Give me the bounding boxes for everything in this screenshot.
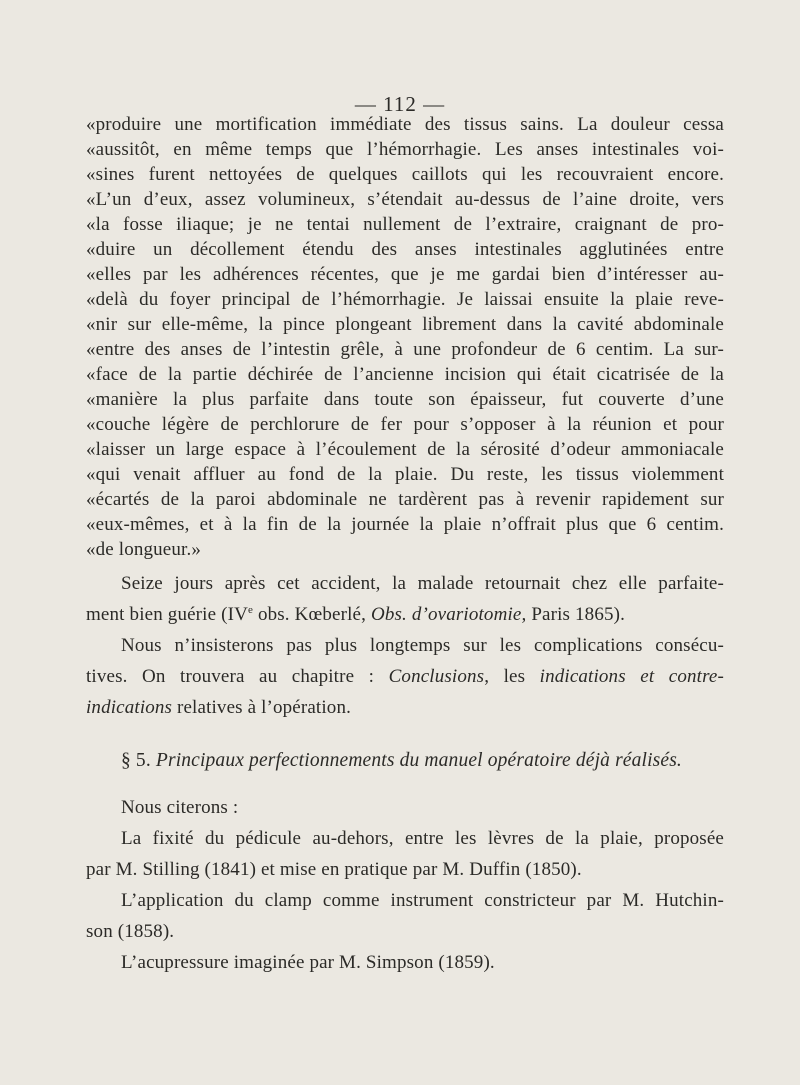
text-line: «entre des anses de l’intestin grêle, à une profondeur de 6 centim. La sur- [86,339,724,360]
text-line [86,604,625,626]
text-line: «duire un décollement étendu des anses intestinales agglutinées entre [86,239,724,260]
chapter-title: Conclusions [388,666,485,687]
text-line: «delà du foyer principal de l’hémorrhagie. Je laissai ensuite la plaie reve- [86,289,724,310]
text-line [86,697,351,719]
text-line: «écartés de la paroi abdominale ne tardèrent pas à revenir rapidement sur [86,489,724,510]
text-span: tives. On trouvera au chapitre : [86,666,389,687]
citation-title: Obs. d’ovariotomie, [370,604,527,625]
text-line: Seize jours après cet accident, la malade retournait chez elle parfaite- [121,573,724,594]
italic-phrase: indications et contre- [539,666,724,687]
list-item-line: L’application du clamp comme instrument constricteur par M. Hutchin- [121,890,724,911]
text-line: Nous n’insisterons pas plus longtemps sur les complications consécu- [121,635,724,656]
text-line: «elles par les adhérences récentes, que je me gardai bien d’intéresser au- [86,264,724,285]
text-line: «la fosse iliaque; je ne tentai nullement de l’extraire, craignant de pro- [86,214,724,235]
text-line: «laisser un large espace à l’écoulement de la sérosité d’odeur ammoniacale [86,439,724,460]
text-span: obs. Kœberlé, [253,604,371,625]
list-item-line: son (1858). [86,921,175,942]
text-span: , les [484,666,540,687]
page-number: — 112 — [354,92,446,116]
section-heading-line [121,750,682,772]
text-line: «manière la plus parfaite dans toute son épaisseur, fut couverte d’une [86,389,724,410]
text-line: «de longueur.» [86,539,202,560]
superscript: e [247,604,253,616]
text-span: Paris 1865). [526,604,625,625]
text-line: «face de la partie déchirée de l’ancienne incision qui était cicatrisée de la [86,364,724,385]
list-item-line: par M. Stilling (1841) et mise en pratique par M. Duffin (1850). [86,859,582,880]
text-span: relatives à l’opération. [172,697,351,718]
text-line: «produire une mortification immédiate des tissus sains. La douleur cessa [86,114,724,135]
italic-phrase: indications [86,697,173,718]
list-item-line: La fixité du pédicule au-dehors, entre les lèvres de la plaie, proposée [121,828,724,849]
text-line: «eux-mêmes, et à la fin de la journée la plaie n’offrait plus que 6 centim. [86,514,724,535]
text-line: «aussitôt, en même temps que l’hémorrhagie. Les anses intestinales voi- [86,139,724,160]
text-line: «qui venait affluer au fond de la plaie. Du reste, les tissus violemment [86,464,724,485]
text-line: «L’un d’eux, assez volumineux, s’étendait au-dessus de l’aine droite, vers [86,189,724,210]
section-number: § 5. [121,750,151,771]
text-line: «sines furent nettoyées de quelques caillots qui les recouvraient encore. [86,164,724,185]
text-span: ment bien guérie (IV [86,604,248,625]
text-line: «couche légère de perchlorure de fer pour s’opposer à la réunion et pour [86,414,724,435]
text-line [86,666,724,688]
text-line: «nir sur elle-même, la pince plongeant librement dans la cavité abdominale [86,314,724,335]
list-item-line: L’acupressure imaginée par M. Simpson (1859). [121,952,495,973]
text-line: Nous citerons : [121,797,239,818]
section-title: Principaux perfectionnements du manuel opératoire déjà réalisés. [155,750,682,771]
